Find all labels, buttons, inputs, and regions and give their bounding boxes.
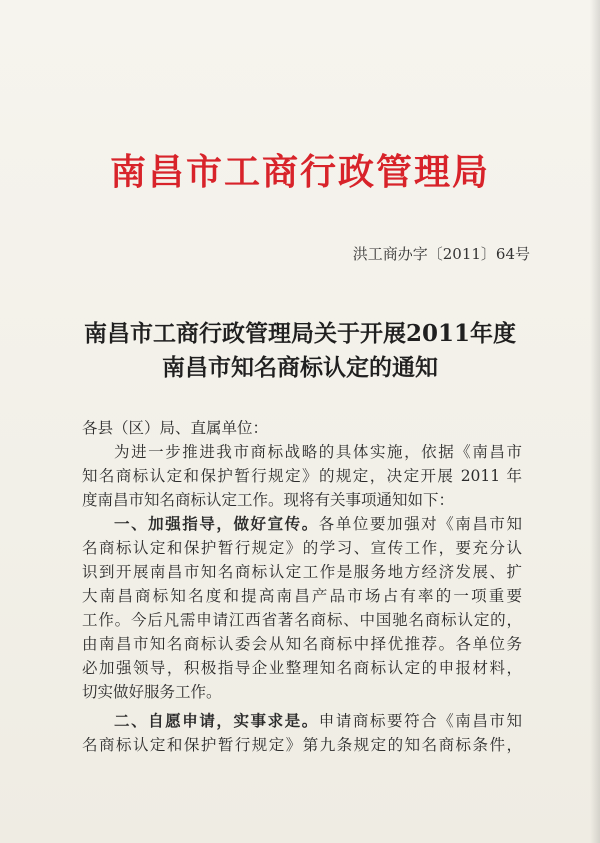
paragraph-1-line-3: 度南昌市知名商标认定工作。现将有关事项通知如下： xyxy=(82,491,455,509)
document-title-line-1: 南昌市工商行政管理局关于开展2011年度 xyxy=(83,320,516,347)
section-2-line-2: 名商标认定和保护暂行规定》第九条规定的知名商标条件， xyxy=(82,736,522,754)
section-1-line-1-text: 各单位要加强对《南昌市知 xyxy=(318,515,522,533)
paragraph-1-line-2: 知名商标认定和保护暂行规定》的规定，决定开展 2011 年 xyxy=(82,467,522,485)
section-1-line-5: 工作。今后凡需申请江西省著名商标、中国驰名商标认定的， xyxy=(82,611,522,629)
section-1-line-8: 切实做好服务工作。 xyxy=(82,683,222,701)
addressee: 各县（区）局、直属单位： xyxy=(82,419,269,437)
section-1-line-2: 名商标认定和保护暂行规定》的学习、宣传工作，要充分认 xyxy=(82,539,522,557)
section-2-line-1 xyxy=(114,710,522,732)
document-title-line-2: 南昌市知名商标认定的通知 xyxy=(162,354,438,381)
section-2-heading: 二、自愿申请，实事求是。 xyxy=(114,711,319,730)
section-1-line-4: 大南昌商标知名度和提高南昌产品市场占有率的一项重要 xyxy=(82,587,522,605)
agency-header: 南昌市工商行政管理局 xyxy=(109,151,490,193)
section-2-line-1-text: 申请商标要符合《南昌市知 xyxy=(318,712,522,730)
page-edge-shadow xyxy=(590,0,600,843)
document-number: 洪工商办字〔2011〕64号 xyxy=(352,245,530,263)
paragraph-1-line-1: 为进一步推进我市商标战略的具体实施，依据《南昌市 xyxy=(114,443,522,461)
section-1-heading: 一、加强指导，做好宣传。 xyxy=(114,514,319,533)
section-1-line-7: 必加强领导，积极指导企业整理知名商标认定的申报材料， xyxy=(82,659,522,677)
section-1-line-3: 识到开展南昌市知名商标认定工作是服务地方经济发展、扩 xyxy=(82,563,522,581)
section-1-line-1 xyxy=(114,513,522,535)
section-1-line-6: 由南昌市知名商标认委会从知名商标中择优推荐。各单位务 xyxy=(82,635,522,653)
